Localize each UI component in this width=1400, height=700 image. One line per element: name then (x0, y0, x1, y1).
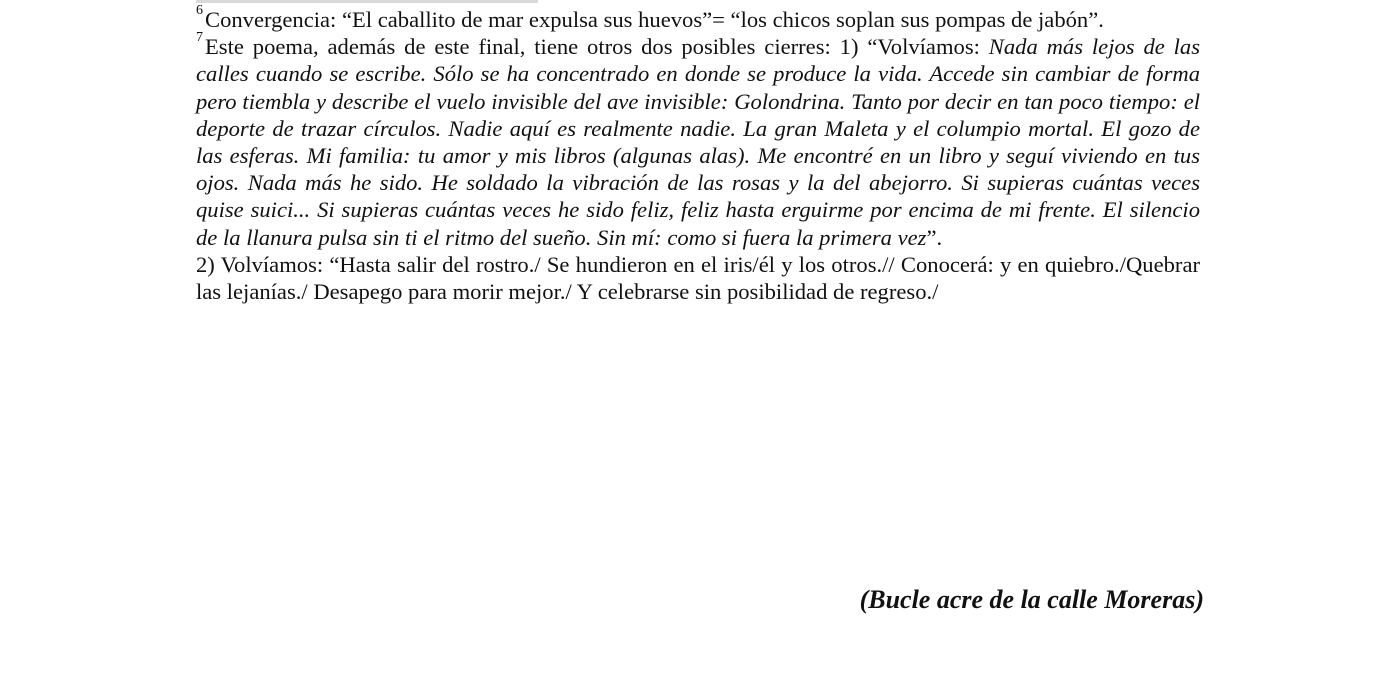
footnote-7-alternative-text: 2) Volvíamos: “Hasta salir del rostro./ Se hundieron en el iris/él y los otros.// Conocerá: y en quiebro./Quebrar las lejanías./ Desapego para morir mejor./ Y celebrarse sin posibilidad de regreso./ (196, 251, 1200, 305)
footnote-7-number: 7 (196, 30, 203, 46)
footnote-6 (196, 3, 1200, 33)
footnote-7-alternative (196, 251, 1200, 305)
footnote-6-text: Convergencia: “El caballito de mar expulsa sus huevos”= “los chicos soplan sus pompas de jabón”. (205, 7, 1104, 32)
poem-title-signature: (Bucle acre de la calle Moreras) (859, 585, 1204, 614)
footnote-6-number: 6 (196, 3, 203, 18)
footnote-7-intro: Este poema, además de este final, tiene otros dos posibles cierres: 1) “Volvíamos: (205, 34, 989, 60)
footnotes-block (196, 3, 1201, 305)
footnote-7-italic-text: Nada más lejos de las calles cuando se escribe. Sólo se ha concentrado en donde se produce la vida. Accede sin cambiar de forma pero tiembla y describe el vuelo invisible del ave invisible: Golondrina. Tanto por decir en tan poco tiempo: el deporte de trazar círculos. Nadie aquí es realmente nadie. La gran Maleta y el columpio mortal. El gozo de las esferas. Mi familia: tu amor y mis libros (algunas alas). Me encontré en un libro y seguí viviendo en tus ojos. Nada más he sido. He soldado la vibración de las rosas y la del abejorro. Si supieras cuántas veces quise suici... Si supieras cuántas veces he sido feliz, feliz hasta erguirme por encima de mi frente. El silencio de la llanura pulsa sin ti el ritmo del sueño. Sin mí: como si fuera la primera vez (196, 34, 1201, 250)
footnote-separator (196, 0, 538, 3)
footnote-7-outro: ”. (926, 224, 943, 250)
footnote-7 (196, 30, 1201, 251)
